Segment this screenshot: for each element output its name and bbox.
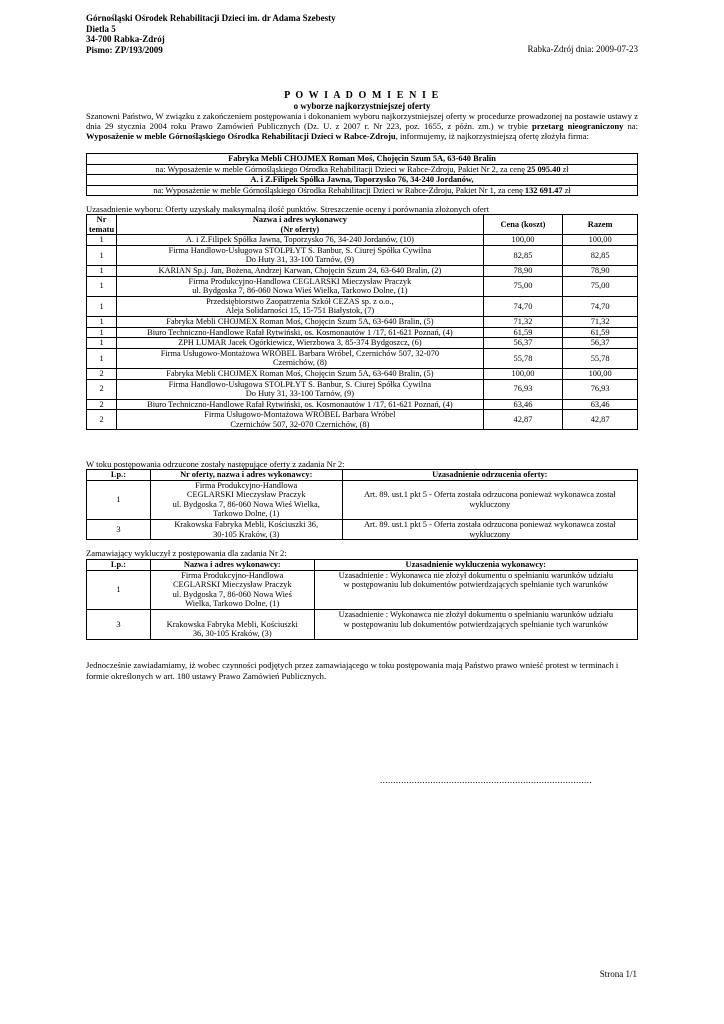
col-contractor	[117, 215, 484, 235]
table-row	[87, 399, 638, 410]
total-cell: 82,85	[563, 245, 638, 265]
lp-cell: 3	[87, 519, 151, 539]
table-row	[87, 316, 638, 327]
excluded-label: Zamawiający wykluczył z postępowania dla zadania Nr 2:	[86, 548, 287, 558]
topic-nr-cell: 1	[87, 245, 117, 265]
reason-line: Art. 89. ust.1 pkt 5 - Oferta została odrzucona ponieważ wykonawca został	[363, 519, 616, 529]
contractor-cell	[117, 327, 484, 338]
signature-line: ................................................................................	[380, 775, 592, 785]
table-row	[87, 348, 638, 368]
table-row	[87, 338, 638, 349]
letter-date: Rabka-Zdrój dnia: 2009-07-23	[527, 44, 638, 54]
col-offer-nr-label: (Nr oferty)	[280, 224, 320, 234]
topic-nr-cell: 1	[87, 265, 117, 276]
reason-line: w postępowaniu lub dokumentów potwierdzających spełnianie tych warunków	[343, 580, 609, 590]
contractor-cell	[117, 410, 484, 430]
contractor-line: CEGLARSKI Mieczysław Praczyk	[186, 490, 306, 500]
total-cell: 100,00	[563, 368, 638, 379]
reason-line: Uzasadnienie : Wykonawca nie złożył dokumentu o spełnianiu warunków udziału	[338, 609, 614, 619]
contractor-cell	[117, 379, 484, 399]
contractor-line: CEGLARSKI Mieczysław Praczyk	[172, 580, 292, 590]
contractor-line-2: Czernichów 507, 32-070 Czernichów, (8)	[230, 419, 370, 429]
table-row	[87, 410, 638, 430]
exc-col-reason: Uzasadnienie wykluczenia wykonawcy:	[314, 560, 637, 571]
rej-col-reason: Uzasadnienie odrzucenia oferty:	[342, 470, 637, 481]
topic-nr-cell: 1	[87, 338, 117, 349]
winner-1-desc-text: na: Wyposażenie w meble Górnośląskiego Ośrodka Rehabilitacji Dzieci w Rabce-Zdroju, Pakiet Nr 2, za cenę	[155, 164, 528, 174]
reason-line: Uzasadnienie : Wykonawca nie złożył dokumentu o spełnianiu warunków udziału	[338, 570, 614, 580]
price-cell: 76,93	[483, 379, 563, 399]
procedure-mode: przetarg nieograniczony	[532, 121, 624, 132]
contractor-line-1: A. i Z.Filipek Spółka Jawna, Toporzysko 76, 34-240 Jordanów, (10)	[185, 235, 414, 245]
contractor-line-1: ZPH LUMAR Jacek Ogórkiewicz, Wierzbowa 3, 85-374 Bydgoszcz, (6)	[178, 338, 422, 348]
price-cell: 61,59	[483, 327, 563, 338]
contractor-cell	[117, 235, 484, 246]
contractor-line: 36, 30-105 Kraków, (3)	[192, 629, 272, 639]
rejected-table	[86, 469, 638, 540]
tender-subject: Wyposażenie w meble Górnośląskiego Ośrodka Rehabilitacji Dzieci w Rabce-Zdroju	[86, 131, 396, 142]
total-cell: 71,32	[563, 316, 638, 327]
total-cell: 61,59	[563, 327, 638, 338]
sender-city: 34-700 Rabka-Zdrój	[86, 34, 165, 44]
price-cell: 56,37	[483, 338, 563, 349]
total-cell: 74,70	[563, 296, 638, 316]
contractor-line-1: Firma Handlowo-Usługowa STOLPŁYT S. Banbur, S. Ciurej Spółka Cywilna	[168, 379, 432, 389]
topic-nr-cell: 1	[87, 296, 117, 316]
contractor-line-1: Fabryka Mebli CHOJMEX Roman Moś, Chojęcin Szum 5A, 63-640 Bralin, (5)	[166, 368, 434, 378]
contractor-line-1: Firma Usługowo-Montażowa WRÓBEL Barbara Wróbel	[204, 410, 396, 420]
contractor-cell	[150, 609, 314, 639]
contractor-line-2: Do Huty 31, 33-100 Tarnów, (9)	[245, 255, 355, 265]
contractor-line: ul. Bydgoska 7, 86-060 Nowa Wieś Wielka,	[172, 499, 320, 509]
ranking-label: Uzasadnienie wyboru: Oferty uzyskały maksymalną ilość punktów. Streszczenie oceny i porównania złożonych ofert	[86, 204, 489, 214]
intro-text-1: Szanowni Państwo, W związku z zakończeniem postępowania i dokonaniem wyboru najkorzystniejszej oferty w procedurze prowadzonej na postawie ustawy z dnia 29 stycznia 2004 roku Prawo Zamówień Publicznych (Dz. U. z 2007 r. Nr 223, poz. 1655, z późn. zm.) w trybie	[86, 111, 638, 132]
contractor-line-1: Firma Usługowo-Montażowa WRÓBEL Barbara Wróbel, Czernichów 507, 32-070	[160, 348, 440, 358]
sender-org: Górnośląski Ośrodek Rehabilitacji Dzieci im. dr Adama Szebesty	[86, 13, 336, 23]
winner-1-firm: Fabryka Mebli CHOJMEX Roman Moś, Chojęcin Szum 5A, 63-640 Bralin	[87, 154, 638, 165]
topic-nr-cell: 1	[87, 316, 117, 327]
contractor-line: Firma Produkcyjno-Handlowa	[195, 480, 298, 490]
document-subtitle: o wyborze najkorzystniejszej oferty	[293, 101, 431, 111]
contractor-cell	[117, 245, 484, 265]
contractor-line-1: Biuro Techniczno-Handlowe Rafał Rytwiński, os. Kosmonautów 1 /17, 61-621 Poznań, (4)	[147, 399, 453, 409]
letter-reference: Pismo: ZP/193/2009	[86, 44, 163, 55]
winner-2-firm: A. i Z.Filipek Spółka Jawna, Toporzysko 76, 34-240 Jordanów,	[87, 175, 638, 186]
table-row	[87, 379, 638, 399]
closing-paragraph: Jednocześnie zawiadamiamy, iż wobec czynności podjętych przez zamawiającego w toku postępowania mają Państwo prawo wnieść protest w terminach i formie określonych w art. 180 ustawy Prawo Zamówień Publicznych.	[86, 660, 619, 681]
contractor-cell	[150, 480, 342, 519]
contractor-line	[153, 610, 312, 620]
contractor-cell	[117, 316, 484, 327]
contractor-line-1: Firma Produkcyjno-Handlowa CEGLARSKI Mieczysław Praczyk	[188, 276, 412, 286]
table-row	[87, 245, 638, 265]
table-row	[87, 276, 638, 296]
winners-table	[86, 153, 638, 196]
contractor-cell	[117, 399, 484, 410]
topic-nr-cell: 2	[87, 379, 117, 399]
rejected-label: W toku postępowania odrzucone zostały następujące oferty z zadania Nr 2:	[86, 459, 345, 469]
price-cell: 42,87	[483, 410, 563, 430]
col-total: Razem	[563, 215, 638, 235]
winner-2-currency: zł	[562, 185, 571, 195]
table-row	[87, 327, 638, 338]
topic-nr-cell: 2	[87, 368, 117, 379]
document-title: P O W I A D O M I E N I E	[284, 90, 440, 101]
intro-paragraph	[86, 111, 638, 142]
price-cell: 74,70	[483, 296, 563, 316]
exc-col-name: Nazwa i adres wykonawcy:	[150, 560, 314, 571]
winner-2-price: 132 691.47	[524, 185, 563, 195]
topic-nr-cell: 1	[87, 348, 117, 368]
total-cell: 76,93	[563, 379, 638, 399]
total-cell: 42,87	[563, 410, 638, 430]
table-row	[87, 519, 638, 539]
sender-street: Dietla 5	[86, 23, 116, 34]
rej-col-name: Nr oferty, nazwa i adres wykonawcy:	[150, 470, 342, 481]
topic-nr-cell: 1	[87, 276, 117, 296]
table-row	[87, 570, 638, 609]
topic-nr-cell: 1	[87, 235, 117, 246]
price-cell: 100,00	[483, 368, 563, 379]
total-cell: 56,37	[563, 338, 638, 349]
page-number: Strona 1/1	[599, 969, 637, 979]
reason-line: wykluczony	[469, 499, 511, 509]
contractor-line-1: Fabryka Mebli CHOJMEX Roman Moś, Chojęcin Szum 5A, 63-640 Bralin, (5)	[166, 316, 434, 326]
contractor-cell	[117, 265, 484, 276]
contractor-line: Krakowska Fabryka Mebli, Kościuszki 36,	[174, 519, 319, 529]
winner-1-desc	[87, 164, 638, 175]
table-row	[87, 296, 638, 316]
price-cell: 55,78	[483, 348, 563, 368]
reason-cell	[342, 519, 637, 539]
sender-block	[86, 13, 336, 55]
contractor-cell	[150, 570, 314, 609]
total-cell: 78,90	[563, 265, 638, 276]
contractor-line-2: Czernichów, (8)	[272, 358, 327, 368]
table-row	[87, 609, 638, 639]
reason-line: Art. 89. ust.1 pkt 5 - Oferta została odrzucona ponieważ wykonawca został	[363, 490, 616, 500]
contractor-line: 30-105 Kraków, (3)	[213, 529, 280, 539]
table-row	[87, 480, 638, 519]
winner-1-price: 25 095.40	[527, 164, 561, 174]
topic-nr-cell: 2	[87, 410, 117, 430]
reason-line: wykluczony	[469, 529, 511, 539]
contractor-line-1: KARIAN Sp.j. Jan, Bożena, Andrzej Karwan, Chojęcin Szum 24, 63-640 Bralin, (2)	[158, 265, 442, 275]
table-row	[87, 368, 638, 379]
table-row	[87, 265, 638, 276]
contractor-line-2: ul. Bydgoska 7, 86-060 Nowa Wieś Wielka, Tarkowo Dolne, (1)	[192, 286, 408, 296]
contractor-cell	[117, 276, 484, 296]
contractor-line: ul. Bydgoska 7, 86-060 Nowa Wieś	[172, 589, 292, 599]
price-cell: 71,32	[483, 316, 563, 327]
intro-text-2: na:	[623, 121, 638, 132]
winner-2-desc	[87, 185, 638, 196]
lp-cell: 1	[87, 570, 151, 609]
contractor-line: Wielka, Tarkowo Dolne, (1)	[185, 599, 280, 609]
contractor-cell	[117, 338, 484, 349]
rej-col-lp: Lp.:	[87, 470, 151, 481]
col-topic-nr: Nr tematu	[87, 215, 117, 235]
contractor-cell	[117, 296, 484, 316]
contractor-cell	[117, 348, 484, 368]
contractor-cell	[117, 368, 484, 379]
intro-text-3: , informujemy, iż najkorzystniejszą ofertę złożyła firma:	[395, 131, 589, 142]
price-cell: 100,00	[483, 235, 563, 246]
exc-col-lp: Lp.:	[87, 560, 151, 571]
reason-cell	[314, 570, 637, 609]
winner-2-desc-text: na: Wyposażenie w meble Górnośląskiego Ośrodka Rehabilitacji Dzieci w Rabce-Zdroju, Pakiet Nr 1, za cenę	[153, 185, 525, 195]
winner-1-currency: zł	[560, 164, 569, 174]
lp-cell: 3	[87, 609, 151, 639]
contractor-line-2: Aleja Solidarności 15, 15-751 Białystok, (7)	[225, 306, 375, 316]
lp-cell: 1	[87, 480, 151, 519]
total-cell: 63,46	[563, 399, 638, 410]
reason-line: w postępowaniu lub dokumentów potwierdzających spełnianie tych warunków	[343, 619, 609, 629]
price-cell: 82,85	[483, 245, 563, 265]
price-cell: 75,00	[483, 276, 563, 296]
col-contractor-label: Nazwa i adres wykonawcy	[252, 215, 347, 224]
col-price: Cena (koszt)	[483, 215, 563, 235]
contractor-line-2: Do Huty 31, 33-100 Tarnów, (9)	[245, 389, 355, 399]
total-cell: 100,00	[563, 235, 638, 246]
contractor-line-1: Firma Handlowo-Usługowa STOLPŁYT S. Banbur, S. Ciurej Spółka Cywilna	[168, 245, 432, 255]
total-cell: 75,00	[563, 276, 638, 296]
reason-cell	[342, 480, 637, 519]
total-cell: 55,78	[563, 348, 638, 368]
excluded-table	[86, 559, 638, 640]
contractor-line: Krakowska Fabryka Mebli, Kościuszki	[166, 619, 298, 629]
ranking-table	[86, 214, 638, 430]
reason-cell	[314, 609, 637, 639]
contractor-line-1: Biuro Techniczno-Handlowe Rafał Rytwiński, os. Kosmonautów 1 /17, 61-621 Poznań, (4)	[147, 327, 453, 337]
contractor-line: Firma Produkcyjno-Handlowa	[181, 570, 284, 580]
contractor-line-1: Przedsiębiorstwo Zaopatrzenia Szkół CEZAS sp. z o.o.,	[206, 296, 394, 306]
price-cell: 78,90	[483, 265, 563, 276]
price-cell: 63,46	[483, 399, 563, 410]
contractor-cell	[150, 519, 342, 539]
topic-nr-cell: 2	[87, 399, 117, 410]
topic-nr-cell: 1	[87, 327, 117, 338]
table-row	[87, 235, 638, 246]
contractor-line: Tarkowo Dolne, (1)	[213, 509, 280, 519]
